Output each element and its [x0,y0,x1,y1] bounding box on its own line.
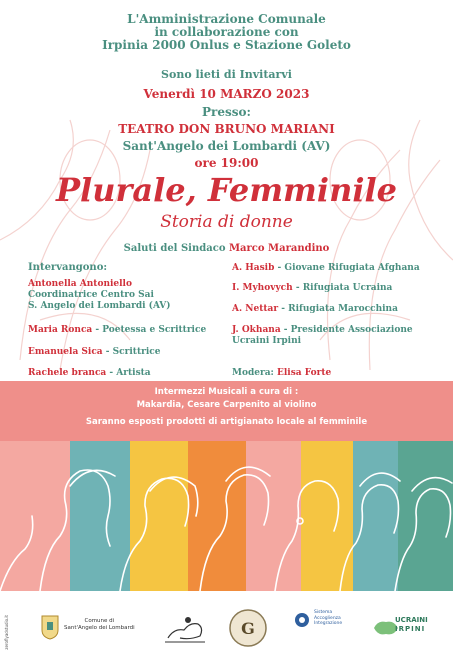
sistema-logo-text [314,610,342,627]
band-line-2: Makardia, Cesare Carpenito al violino [136,400,317,410]
sistema-line-3: Integrazione [314,621,343,626]
comune-line-1: Comune di [84,618,115,624]
speaker-okhana [232,325,432,347]
speaker-role: - Scrittrice [102,347,161,357]
venue-name: TEATRO DON BRUNO MARIANI [118,122,335,136]
band-line-3: Saranno esposti prodotti di artigianato locale al femminile [85,417,368,427]
band-line-1: Intermezzi Musicali a cura di : [154,387,299,397]
moderator-name: Elisa Forte [277,368,332,378]
ucraini-logo-text [395,616,428,634]
speaker-role: Ucraini Irpini [232,336,302,346]
svg-text:G: G [241,619,255,638]
women-profiles-illustration [0,441,453,591]
speaker-nettar [232,304,398,315]
speaker-myhovych [232,283,392,294]
speaker-ronca [28,325,206,336]
speaker-antoniello [28,279,171,312]
comune-crest-icon [40,614,60,640]
speaker-role: S. Angelo dei Lombardi (AV) [28,301,171,311]
event-subtitle: Storia di donne [160,212,293,232]
header-line-2: in collaborazione con [154,25,299,39]
saluti-label: Saluti del Sindaco [123,243,229,254]
speaker-role: - Presidente Associazione [280,325,413,335]
music-info-band [0,381,453,441]
speaker-role: - Artista [106,368,151,378]
designer-credit: zeroflyadstudio.it [4,615,9,650]
speaker-name: I. Myhovych [232,283,293,293]
venue-city: Sant'Angelo dei Lombardi (AV) [122,139,331,153]
speaker-name: A. Nettar [232,304,279,314]
speaker-name: Emanuela Sica [28,347,103,357]
moderator-label: Modera: [232,368,278,378]
speaker-role: - Giovane Rifugiata Afghana [274,263,420,273]
sistema-line-1: Sistema [314,610,333,615]
speakers-heading: Intervangono: [28,262,108,273]
speaker-hasib [232,263,420,274]
speaker-branca [28,368,151,379]
header-line-1: L'Amministrazione Comunale [127,12,326,26]
sponsor-logos [0,596,453,656]
comune-logo-text [64,618,135,632]
speaker-name: A. Hasib [232,263,275,273]
ucraini-line-1: UCRAINI [395,616,428,624]
sistema-line-2: Accoglienza [314,615,341,621]
stazione-goleto-logo-icon [228,608,268,648]
event-title: Plurale, Femminile [55,171,397,209]
speaker-name: Rachele branca [28,368,107,378]
presso-label: Presso: [202,105,251,119]
speaker-role: Coordinatrice Centro Sai [28,290,154,300]
speaker-role: - Rifugiata Marocchina [278,304,398,314]
event-date: Venerdì 10 MARZO 2023 [143,87,310,101]
comune-line-2: Sant'Angelo dei Lombardi [64,625,135,631]
event-time: ore 19:00 [194,156,259,170]
speaker-role: - Rifugiata Ucraina [292,283,393,293]
invite-intro: Sono lieti di Invitarvi [161,68,292,81]
speaker-name: J. Okhana [232,325,281,335]
speaker-sica [28,347,160,358]
speaker-role: - Poetessa e Scrittrice [92,325,207,335]
irpinia-rider-logo-icon [160,610,210,644]
saluti-line [0,243,453,255]
mayor-name: Marco Marandino [228,243,330,254]
header-line-3: Irpinia 2000 Onlus e Stazione Goleto [102,38,351,52]
speaker-name: Maria Ronca [28,325,93,335]
ucraini-line-2: IRPINI [395,625,426,633]
moderator [232,368,331,379]
sistema-logo-icon [294,612,310,628]
speaker-name: Antonella Antoniello [28,279,132,289]
